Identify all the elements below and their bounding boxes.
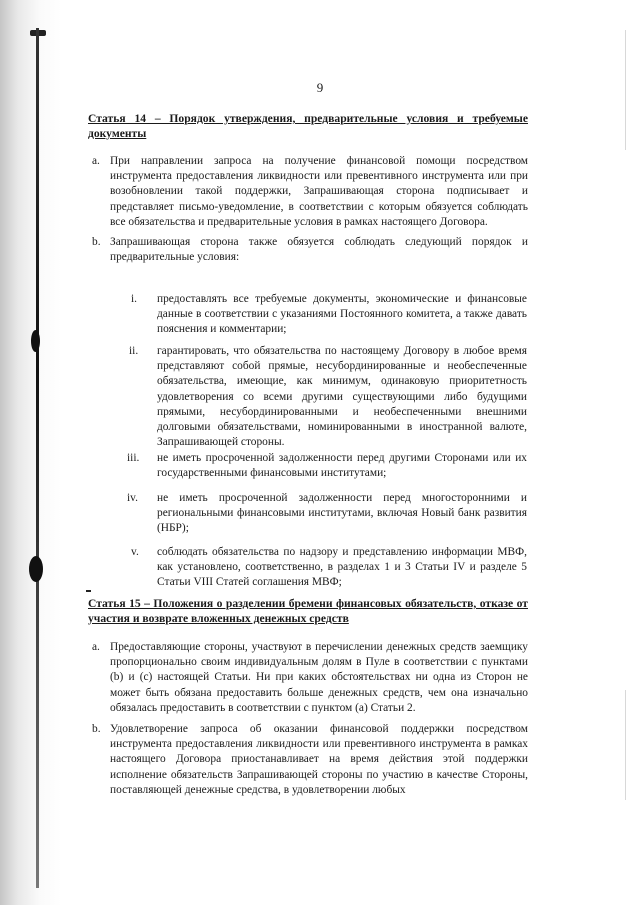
subitem-marker: i.: [131, 293, 138, 305]
article-14-subitem-ii: [129, 344, 527, 450]
punch-hole-lower: [29, 556, 43, 582]
right-edge-line-lower: [625, 690, 626, 800]
article-15-item-b: [92, 722, 528, 798]
punch-hole-upper: [31, 330, 40, 352]
subitem-marker: v.: [131, 546, 139, 558]
item-text: Удовлетворение запроса об оказании финансовой поддержки посредством инструмента предоставления ликвидности или превентивного инструмента в рамках настоящего Договора приостанавливает на время действия этой поддержки исполнение обязательств Запрашивающей стороны по участию в качестве Стороны, поставляющей денежные средства, в удовлетворении любых: [110, 723, 528, 796]
item-marker: a.: [92, 155, 100, 167]
article-14-subitem-v: [131, 545, 527, 591]
article-14-subitem-iii: [127, 451, 527, 481]
item-marker: a.: [92, 641, 100, 653]
scan-shadow-edge: [0, 0, 62, 905]
subitem-text: не иметь просроченной задолженности перед другими Сторонами или их государственными финансовыми институтами;: [157, 452, 527, 480]
article-14-item-a: [92, 154, 528, 230]
subitem-marker: iv.: [127, 492, 138, 504]
subitem-text: соблюдать обязательства по надзору и представлению информации МВФ, как установлено, соответственно, в разделах 1 и 3 Статьи IV и разделе 5 Статьи VIII Статей соглашения МВФ;: [157, 546, 527, 589]
article-15-heading: Статья 15 – Положения о разделении бремени финансовых обязательств, отказе от участия и возврате вложенных денежных средств: [88, 597, 528, 625]
stray-mark: [86, 590, 91, 592]
item-text: При направлении запроса на получение финансовой помощи посредством инструмента предоставления ликвидности или превентивного инструмента или при возобновлении такой поддержки, Запрашивающая сторона подписывает и представляет письмо-уведомление, в соответствии с которым обязуется соблюдать все обязательства и предварительные условия в рамках настоящего Договора.: [110, 155, 528, 228]
article-14-subitem-iv: [127, 491, 527, 537]
item-text: Запрашивающая сторона также обязуется соблюдать следующий порядок и предварительные условия:: [110, 236, 528, 264]
subitem-text: предоставлять все требуемые документы, экономические и финансовые данные в соответствии с указаниями Постоянного комитета, а также давать пояснения и комментарии;: [157, 293, 527, 336]
item-marker: b.: [92, 723, 101, 735]
article-14-item-b: [92, 235, 528, 265]
page-number: 9: [316, 80, 324, 95]
item-marker: b.: [92, 236, 101, 248]
article-14-heading: Статья 14 – Порядок утверждения, предварительные условия и требуемые документы: [88, 112, 528, 140]
article-15-item-a: [92, 640, 528, 716]
subitem-text: не иметь просроченной задолженности перед многосторонними и региональными финансовыми институтами, включая Новый банк развития (НБР);: [157, 492, 527, 535]
binding-line: [36, 28, 39, 888]
article-14-subitem-i: [131, 292, 527, 338]
item-text: Предоставляющие стороны, участвуют в перечислении денежных средств заемщику пропорционально своим индивидуальным долям в Пуле в соответствии с пунктами (b) и (с) настоящей Статьи. Ни при каких обстоятельствах ни одна из Сторон не может быть обязана предоставить больше денежных средств, чем она изначально обязалась предоставить в соответствии с пунктом (а) Статьи 2.: [110, 641, 528, 714]
subitem-marker: ii.: [129, 345, 139, 357]
subitem-text: гарантировать, что обязательства по настоящему Договору в любое время представляют собой прямые, несубординированные и необеспеченные обязательства, имеющие, как минимум, одинаковую приоритетность удовлетворения со всеми другими существующими либо будущими прямыми, несубординированными и необеспеченными внешними долговыми обязательствами, номинированными в иностранной валюте, Запрашивающей стороны.: [157, 345, 527, 449]
subitem-marker: iii.: [127, 452, 140, 464]
